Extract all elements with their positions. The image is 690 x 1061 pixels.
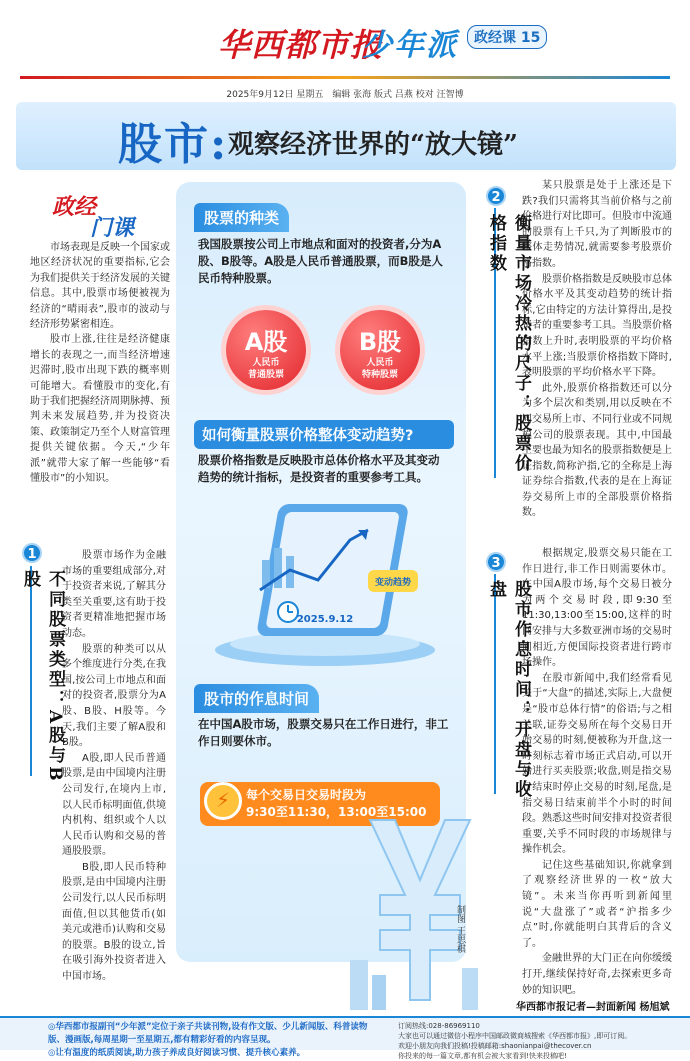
section-1-title: 不同股票类型：A股与B股 — [20, 570, 65, 784]
a-share-line1: 人民币 — [252, 358, 280, 368]
trading-time-line1: 每个交易日交易时段为 — [246, 788, 367, 802]
section-3-para: 记住这些基础知识,你就拿到了观察经济世界的一枚“放大镜”。未来当你再听到新闻里说“大盘涨了”或者“沪指多少点”时,你就能明白其背后的含义了。 — [522, 859, 672, 949]
masthead-divider — [20, 76, 670, 79]
trading-time-line2: 9:30至11:30，13:00至15:00 — [246, 805, 427, 819]
a-share-bubble — [226, 310, 306, 390]
section-3-para: 根据规定,股票交易只能在工作日进行,非工作日则需要休市。在中国A股市场,每个交易日被分为两个交易时段,即9:30至11:30,13:00至15:00,这样的时间安排与大多数亚洲市场的交易时间相近,方便国际投资者进行跨市场操作。 — [522, 548, 672, 669]
footer-left-line2: ◎让有温度的纸质阅读,助力孩子养成良好阅读习惯、提升核心素养。 — [48, 1048, 306, 1058]
subscribe-hotline: 订阅热线:028-86969110 — [398, 1022, 480, 1030]
card-trading-hours-title: 股市的作息时间 — [194, 684, 319, 713]
card-stock-types-title: 股票的种类 — [194, 203, 289, 232]
section-3-para: 金融世界的大门正在向你缓缓打开,继续保持好奇,去探索更多奇妙的知识吧。 — [522, 953, 672, 996]
section-2-para: 股票价格指数是反映股市总体价格水平及其变动趋势的统计指标,它由特定的方法计算得出,是投资者的重要参考工具。当股票价格指数上升时,表明股票的平均价格水平上涨;当股票价格指数下降时,表明股票的平均价格水平下降。 — [522, 273, 672, 379]
card-trading-hours-text: 在中国A股市场，股票交易只在工作日进行，非工作日则要休市。 — [198, 717, 449, 748]
a-share-line2: 普通股票 — [247, 370, 284, 380]
footer-right — [398, 1021, 688, 1061]
b-share-bubble — [340, 310, 420, 390]
b-share-line2: 特种股票 — [361, 370, 398, 380]
footer-left — [48, 1021, 384, 1060]
headline-sub: 观察经济世界的“放大镜” — [228, 130, 518, 160]
yuan-city-illustration — [350, 810, 490, 1010]
column-badge: 政经课 15 — [467, 25, 547, 49]
intro-para: 市场表现是反映一个国家或地区经济状况的重要指标,它会为我们提供关于经济发展的关键信息。其中,股票市场便被视为经济的“晴雨表”,股市的波动与经济形势紧密相连。 — [30, 242, 170, 331]
headline-main: 股市: — [118, 119, 229, 170]
section-1-body — [62, 548, 166, 985]
a-share-label: A股 — [244, 328, 288, 356]
illustration-credit: 制图 王思棋 — [455, 905, 465, 953]
section-2-para: 某只股票是处于上涨还是下跌?我们只需将其当前价格与之前价格进行对比即可。但股市中流通的股票有上千只,为了判断股市的整体走势情况,就需要参考股票价格指数。 — [522, 180, 672, 269]
section-2-body — [522, 178, 672, 521]
section-1-para: 股票的种类可以从多个维度进行分类,在我国,按公司上市地点和面对的投资者,股票分为A股、B股、H股等。今天,我们主要了解A股和B股。 — [62, 643, 166, 749]
section-2-number: 2 — [486, 186, 506, 206]
section-2-title: 衡量市场冷热的尺子：股票价格指数 — [486, 214, 531, 474]
alarm-clock-icon: ⚡ — [204, 782, 242, 820]
section-3-body — [522, 546, 672, 998]
tablet-illustration — [200, 500, 450, 670]
card-stock-types-text: 我国股票按公司上市地点和面对的投资者,分为A股、B股等。A股是人民币普通股票，而B股是人民币特种股票。 — [198, 237, 443, 285]
dateline: 2025年9月12日 星期五 编辑 张海 版式 吕燕 校对 汪智博 — [226, 90, 464, 100]
submission-email: 欢迎小朋友向我们投稿!投稿邮箱:shaonianpai@thecover.cn — [398, 1042, 592, 1050]
section-1-number: 1 — [22, 543, 42, 563]
index-question-title: 如何衡量股票价格整体变动趋势? — [194, 420, 454, 449]
section-1-para: B股,即人民币特种股票,是由中国境内注册公司发行,以人民币标明面值,但以其他货币(如美元或港币)认购和交易的股票。B股的设立,旨在吸引海外投资者进入中国市场。 — [62, 861, 166, 983]
b-share-line1: 人民币 — [366, 358, 394, 368]
masthead-logo: 华西都市报 — [218, 26, 384, 64]
section-1-para: A股,即人民币普通股票,是由中国境内注册公司发行,在境内上市,以人民币标明面值,供境内机构、组织或个人以人民币认购和交易的普通股股票。 — [62, 752, 166, 858]
reporter-credit: 华西都市报记者—封面新闻 杨旭斌 — [516, 1002, 670, 1013]
submission-invite: 你投来的每一篇文章,都有机会被大家看到!快来投稿吧! — [398, 1052, 567, 1060]
intro-para: 股市上涨,往往是经济健康增长的表现之一,而当经济增速迟滞时,股市出现下跌的概率则可能增大。看懂股市的变化,有助于我们把握经济周期脉搏、预判未来发展趋势,并为投资决策、政策制定乃至个人财富管理提供关键依据。今天,“少年派”就带大家了解一些能够“看懂股市”的小知识。 — [30, 334, 170, 485]
b-share-label: B股 — [358, 328, 402, 356]
tablet-tag: 变动趋势 — [374, 578, 412, 588]
section-1-para: 股票市场作为金融市场的重要组成部分,对于投资者来说,了解其分类至关重要,这有助于投资者更精准地把握市场动态。 — [62, 550, 166, 639]
card-stock-types — [194, 203, 452, 232]
footer-left-line1: ◎华西都市报副刊“少年派”定位于亲子共读刊物,设有作文版、少儿新闻版、科普读物版、漫画版,每周星期一至星期五,都有精彩好看的内容呈现。 — [48, 1022, 368, 1045]
index-question-text: 股票价格指数是反映股市总体价格水平及其变动趋势的统计指标，是投资者的重要参考工具。 — [198, 453, 440, 484]
subscribe-note: 大家也可以通过微信小程序中国邮政微商城搜索《华西都市报》,即可订阅。 — [398, 1032, 632, 1040]
section-3-title: 股市作息时间：开盘与收盘 — [486, 580, 531, 800]
card-trading-hours — [194, 684, 319, 713]
intro-text — [30, 240, 170, 487]
section-3-number: 3 — [486, 552, 506, 572]
tablet-date: 2025.9.12 — [296, 614, 354, 625]
section-3-para: 在股市新闻中,我们经常看见关于“大盘”的描述,实际上,大盘便是“股市总体行情”的俗语;与之相关联,证券交易所在每个交易日开始交易的时刻,便被称为开盘,这一时刻标志着市场正式启动,可以开始进行买卖股票;收盘,则是指交易日结束时停止交易的时刻,尾盘,是指交易日结束前半个小时的时间段。熟悉这些时间安排对投资者很重要,关乎不同时段的市场规律与操作机会。 — [522, 672, 672, 856]
section-2-para: 此外,股票价格指数还可以分为多个层次和类别,用以反映在不同交易所上市、不同行业或不同规模公司的股票表现。其中,中国最主要也最为知名的股票指数便是上证指数,简称沪指,它的全称是上海证券综合指数,代表的是在上海证券交易所上市的全部股票价格指数。 — [522, 382, 672, 519]
column-badge-a: 政经 — [52, 195, 97, 220]
masthead-subtitle: 少年派 — [362, 28, 458, 63]
column-badge-b: 门课 — [90, 216, 135, 241]
